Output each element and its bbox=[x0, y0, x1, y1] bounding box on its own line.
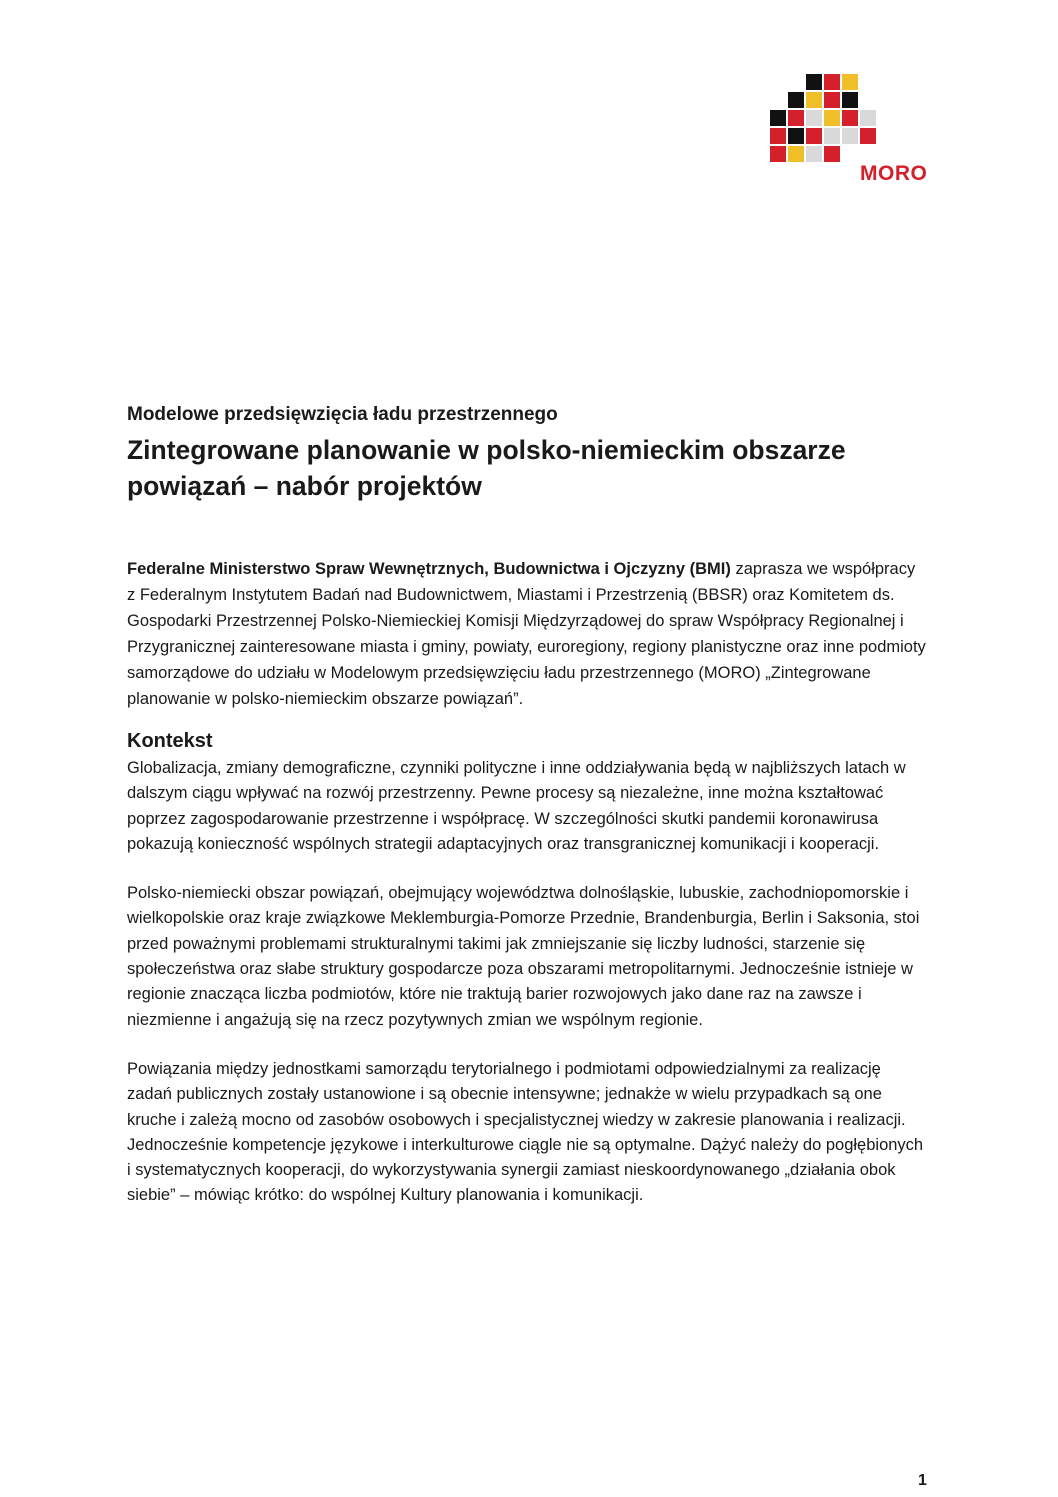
logo-square bbox=[824, 110, 840, 126]
logo-square bbox=[824, 146, 840, 162]
logo-square bbox=[842, 128, 858, 144]
intro-text: zaprasza we współpracy z Federalnym Instytutem Badań nad Budownictwem, Miastami i Przestrzenią (BBSR) oraz Komitetem ds. Gospodarki Przestrzennej Polsko-Niemieckiej Komisji Międzyrządowej do spraw Współpracy Regionalnej i Przygranicznej zainteresowane miasta i gminy, powiaty, euroregiony, regiony planistyczne oraz inne podmioty samorządowe do udziału w Modelowym przedsięwzięciu ładu przestrzennego (MORO) „Zintegrowane planowanie w polsko-niemieckim obszarze powiązań”. bbox=[127, 560, 926, 708]
document-title bbox=[127, 432, 927, 504]
logo-square bbox=[770, 146, 786, 162]
logo-square bbox=[788, 146, 804, 162]
logo-square bbox=[806, 74, 822, 90]
pre-title: Modelowe przedsięwzięcia ładu przestrzennego bbox=[127, 404, 558, 425]
logo-square bbox=[770, 110, 786, 126]
logo-square bbox=[860, 128, 876, 144]
intro-bold-ministry: Federalne Ministerstwo Spraw Wewnętrznych, Budownictwa i Ojczyzny (BMI) bbox=[127, 560, 731, 578]
section-heading-kontekst: Kontekst bbox=[127, 730, 213, 752]
logo-square bbox=[806, 128, 822, 144]
paragraph: Powiązania między jednostkami samorządu terytorialnego i podmiotami odpowiedzialnymi za realizację zadań publicznych zostały ustanowione i są obecnie intensywne; jednakże w wielu przypadkach są one kruche i zależą mocno od zasobów osobowych i specjalistycznej wiedzy w zakresie planowania i realizacji. Jednocześnie kompetencje językowe i interkulturowe ciągle nie są optymalne. Dążyć należy do pogłębionych i systematycznych kooperacji, do wykorzystywania synergii zamiast nieskoordynowanego „działania obok siebie” – mówiąc krótko: do wspólnej Kultury planowania i komunikacji. bbox=[127, 1059, 924, 1205]
page-number: 1 bbox=[918, 1472, 927, 1489]
logo-square bbox=[806, 110, 822, 126]
logo-square bbox=[806, 146, 822, 162]
title-line-2: powiązań – nabór projektów bbox=[127, 471, 482, 501]
logo-square bbox=[788, 110, 804, 126]
paragraph: Globalizacja, zmiany demograficzne, czynniki polityczne i inne oddziaływania będą w najbliższych latach w dalszym ciągu wpływać na rozwój przestrzenny. Pewne procesy są niezależne, inne można kształtować poprzez zagospodarowanie przestrzenne i współpracę. W szczególności skutki pandemii koronawirusa pokazują konieczność wspólnych strategii adaptacyjnych oraz transgranicznej komunikacji i kooperacji. bbox=[127, 759, 906, 853]
logo-square bbox=[842, 110, 858, 126]
intro-paragraph bbox=[127, 556, 927, 712]
moro-logo-text: MORO bbox=[860, 162, 928, 185]
title-line-1: Zintegrowane planowanie w polsko-niemieckim obszarze bbox=[127, 435, 846, 465]
logo-square bbox=[842, 74, 858, 90]
logo-square bbox=[788, 128, 804, 144]
logo-square bbox=[842, 92, 858, 108]
logo-square bbox=[806, 92, 822, 108]
logo-square bbox=[770, 128, 786, 144]
moro-logo-mosaic bbox=[770, 74, 870, 164]
document-body bbox=[127, 402, 927, 1233]
logo-square bbox=[824, 74, 840, 90]
moro-logo bbox=[770, 74, 940, 194]
logo-square bbox=[824, 128, 840, 144]
paragraph: Polsko-niemiecki obszar powiązań, obejmujący województwa dolnośląskie, lubuskie, zachodniopomorskie i wielkopolskie oraz kraje związkowe Meklemburgia-Pomorze Przednie, Brandenburgia, Berlin i Saksonia, stoi przed poważnymi problemami strukturalnymi takimi jak zmniejszanie się liczby ludności, starzenie się społeczeństwa oraz słabe struktury gospodarcze poza obszarami metropolitarnymi. Jednocześnie istnieje w regionie znacząca liczba podmiotów, które nie traktują barier rozwojowych jako dane raz na zawsze i niezmienne i angażują się na rzecz pozytywnych zmian we wspólnym regionie. bbox=[127, 884, 920, 1029]
logo-square bbox=[860, 110, 876, 126]
logo-square bbox=[824, 92, 840, 108]
logo-square bbox=[788, 92, 804, 108]
